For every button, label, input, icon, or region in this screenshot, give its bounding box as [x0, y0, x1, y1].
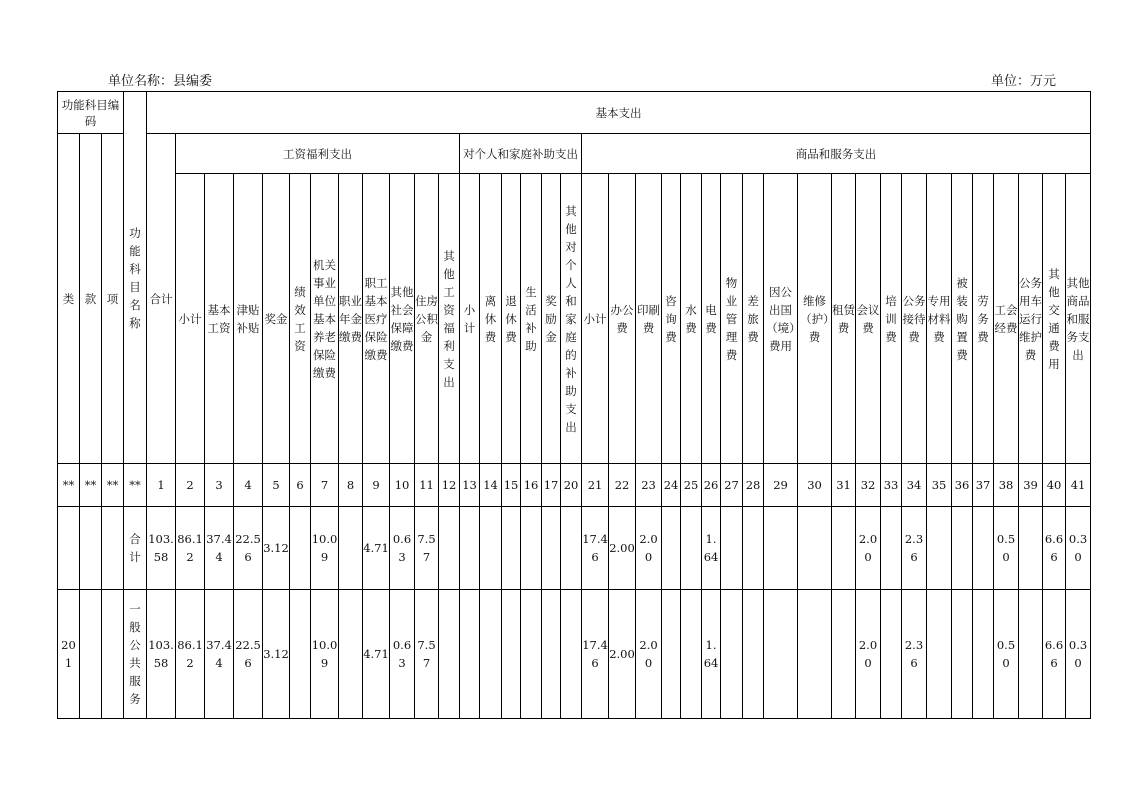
index-cell: ** — [102, 464, 124, 507]
index-cell: 3 — [205, 464, 234, 507]
index-cell: 20 — [561, 464, 582, 507]
header-goods-col: 因公出国（境）费用 — [764, 174, 798, 464]
header-goods-col: 维修（护）费 — [798, 174, 832, 464]
value-cell: 1.64 — [702, 590, 721, 719]
header-personal-col: 退休费 — [502, 174, 521, 464]
index-cell: 40 — [1043, 464, 1066, 507]
value-cell — [721, 507, 743, 590]
header-goods-col: 培训费 — [881, 174, 902, 464]
value-cell: 0.30 — [1066, 590, 1091, 719]
value-cell — [542, 507, 561, 590]
value-cell: 1.64 — [702, 507, 721, 590]
index-cell: 23 — [636, 464, 662, 507]
index-cell: 35 — [927, 464, 952, 507]
value-cell — [881, 507, 902, 590]
header-goods-col: 咨询费 — [662, 174, 681, 464]
value-cell: 17.46 — [582, 507, 609, 590]
index-cell: ** — [80, 464, 102, 507]
value-cell — [881, 590, 902, 719]
value-cell — [561, 507, 582, 590]
function-name-cell: 合计 — [124, 507, 147, 590]
value-cell: 103.58 — [147, 590, 176, 719]
function-name-cell: 一般公共服务 — [124, 590, 147, 719]
header-wage-col: 基本工资 — [205, 174, 234, 464]
header-goods-col: 其他交通费用 — [1043, 174, 1066, 464]
index-cell: 17 — [542, 464, 561, 507]
code-kuan-cell — [80, 590, 102, 719]
table-row — [58, 590, 1091, 719]
value-cell — [743, 590, 764, 719]
header-total: 合计 — [147, 134, 176, 464]
header-goods-col: 电费 — [702, 174, 721, 464]
value-cell — [681, 590, 702, 719]
value-cell: 2.36 — [902, 507, 927, 590]
value-cell: 37.44 — [205, 507, 234, 590]
index-cell: ** — [124, 464, 147, 507]
index-cell: 39 — [1019, 464, 1043, 507]
header-function-name: 功能科目名称 — [124, 92, 147, 464]
header-goods-col: 租赁费 — [832, 174, 856, 464]
index-cell: 32 — [856, 464, 881, 507]
header-personal-col: 奖励金 — [542, 174, 561, 464]
header-wage-col: 其他工资福利支出 — [439, 174, 460, 464]
header-goods-col: 工会经费 — [994, 174, 1019, 464]
value-cell — [460, 507, 480, 590]
value-cell — [798, 507, 832, 590]
index-cell: 36 — [952, 464, 973, 507]
value-cell: 0.30 — [1066, 507, 1091, 590]
header-wage-col: 机关事业单位基本养老保险缴费 — [311, 174, 339, 464]
table-row — [58, 507, 1091, 590]
value-cell — [927, 507, 952, 590]
value-cell — [290, 507, 311, 590]
index-cell: 14 — [480, 464, 502, 507]
value-cell — [681, 507, 702, 590]
value-cell: 17.46 — [582, 590, 609, 719]
value-cell — [662, 507, 681, 590]
value-cell — [832, 507, 856, 590]
value-cell — [502, 507, 521, 590]
index-cell: 11 — [415, 464, 439, 507]
header-wage-col: 其他社会保障缴费 — [390, 174, 415, 464]
index-cell: 15 — [502, 464, 521, 507]
index-cell: 5 — [263, 464, 290, 507]
value-cell — [1019, 590, 1043, 719]
index-cell: 21 — [582, 464, 609, 507]
code-kuan-cell — [80, 507, 102, 590]
value-cell — [290, 590, 311, 719]
header-goods-col: 小计 — [582, 174, 609, 464]
header-wage-col: 职业年金缴费 — [339, 174, 363, 464]
value-cell — [973, 590, 994, 719]
value-cell: 22.56 — [234, 590, 263, 719]
index-cell: 12 — [439, 464, 460, 507]
index-cell: 27 — [721, 464, 743, 507]
value-cell: 2.00 — [636, 507, 662, 590]
index-cell: 6 — [290, 464, 311, 507]
header-personal-col: 离休费 — [480, 174, 502, 464]
value-cell: 4.71 — [363, 507, 390, 590]
value-cell: 2.00 — [609, 590, 636, 719]
header-goods-col: 被装购置费 — [952, 174, 973, 464]
unit-label: 单位：万元 — [990, 74, 1056, 89]
index-cell: 16 — [521, 464, 542, 507]
header-goods-col: 差旅费 — [743, 174, 764, 464]
header-wage-col: 津贴补贴 — [234, 174, 263, 464]
index-cell: 30 — [798, 464, 832, 507]
header-personal-col: 其他对个人和家庭的补助支出 — [561, 174, 582, 464]
value-cell — [439, 507, 460, 590]
index-cell: 22 — [609, 464, 636, 507]
value-cell — [832, 590, 856, 719]
index-cell: 34 — [902, 464, 927, 507]
value-cell — [952, 507, 973, 590]
index-cell: 37 — [973, 464, 994, 507]
value-cell — [542, 590, 561, 719]
budget-table — [57, 91, 1091, 719]
header-goods-group: 商品和服务支出 — [582, 134, 1091, 174]
index-cell: ** — [58, 464, 80, 507]
index-cell: 8 — [339, 464, 363, 507]
value-cell — [764, 507, 798, 590]
index-cell: 10 — [390, 464, 415, 507]
value-cell — [521, 590, 542, 719]
value-cell: 103.58 — [147, 507, 176, 590]
value-cell — [460, 590, 480, 719]
header-goods-col: 水费 — [681, 174, 702, 464]
header-goods-col: 会议费 — [856, 174, 881, 464]
value-cell: 6.66 — [1043, 507, 1066, 590]
value-cell — [798, 590, 832, 719]
unit-name: 单位名称：县编委 — [108, 74, 213, 89]
value-cell — [743, 507, 764, 590]
value-cell: 2.36 — [902, 590, 927, 719]
index-cell: 1 — [147, 464, 176, 507]
index-cell: 31 — [832, 464, 856, 507]
index-cell: 28 — [743, 464, 764, 507]
value-cell: 2.00 — [609, 507, 636, 590]
header-personal-col: 小计 — [460, 174, 480, 464]
header-lei: 类 — [58, 134, 80, 464]
index-cell: 9 — [363, 464, 390, 507]
value-cell: 22.56 — [234, 507, 263, 590]
index-cell: 41 — [1066, 464, 1091, 507]
header-code-group: 功能科目编码 — [58, 92, 124, 134]
value-cell: 7.57 — [415, 507, 439, 590]
header-personal-col: 生活补助 — [521, 174, 542, 464]
value-cell: 37.44 — [205, 590, 234, 719]
index-cell: 25 — [681, 464, 702, 507]
header-basic-expenditure: 基本支出 — [147, 92, 1091, 134]
value-cell: 86.12 — [176, 507, 205, 590]
value-cell: 3.12 — [263, 507, 290, 590]
code-lei-cell: 201 — [58, 590, 80, 719]
header-wage-col: 住房公积金 — [415, 174, 439, 464]
value-cell — [973, 507, 994, 590]
value-cell — [927, 590, 952, 719]
index-cell: 4 — [234, 464, 263, 507]
code-xiang-cell — [102, 590, 124, 719]
header-goods-col: 公务用车运行维护费 — [1019, 174, 1043, 464]
value-cell: 2.00 — [636, 590, 662, 719]
value-cell: 3.12 — [263, 590, 290, 719]
value-cell — [339, 507, 363, 590]
value-cell: 10.09 — [311, 507, 339, 590]
index-cell: 38 — [994, 464, 1019, 507]
index-cell: 26 — [702, 464, 721, 507]
value-cell — [521, 507, 542, 590]
header-wage-col: 绩效工资 — [290, 174, 311, 464]
code-xiang-cell — [102, 507, 124, 590]
header-goods-col: 其他商品和服务支出 — [1066, 174, 1091, 464]
value-cell — [480, 507, 502, 590]
value-cell: 86.12 — [176, 590, 205, 719]
index-cell: 24 — [662, 464, 681, 507]
header-goods-col: 公务接待费 — [902, 174, 927, 464]
header-xiang: 项 — [102, 134, 124, 464]
value-cell — [339, 590, 363, 719]
value-cell — [662, 590, 681, 719]
value-cell — [502, 590, 521, 719]
value-cell: 0.63 — [390, 590, 415, 719]
header-wage-col: 小计 — [176, 174, 205, 464]
index-cell: 2 — [176, 464, 205, 507]
value-cell — [952, 590, 973, 719]
code-lei-cell — [58, 507, 80, 590]
value-cell: 2.00 — [856, 507, 881, 590]
value-cell — [721, 590, 743, 719]
header-goods-col: 印刷费 — [636, 174, 662, 464]
value-cell: 7.57 — [415, 590, 439, 719]
value-cell — [1019, 507, 1043, 590]
header-goods-col: 劳务费 — [973, 174, 994, 464]
value-cell — [439, 590, 460, 719]
header-wage-col: 奖金 — [263, 174, 290, 464]
header-goods-col: 物业管理费 — [721, 174, 743, 464]
value-cell: 0.50 — [994, 590, 1019, 719]
header-goods-col: 专用材料费 — [927, 174, 952, 464]
value-cell — [480, 590, 502, 719]
index-cell: 7 — [311, 464, 339, 507]
value-cell: 0.50 — [994, 507, 1019, 590]
header-wage-col: 职工基本医疗保险缴费 — [363, 174, 390, 464]
header-goods-col: 办公费 — [609, 174, 636, 464]
index-cell: 33 — [881, 464, 902, 507]
index-cell: 13 — [460, 464, 480, 507]
value-cell — [764, 590, 798, 719]
value-cell: 2.00 — [856, 590, 881, 719]
header-kuan: 款 — [80, 134, 102, 464]
index-cell: 29 — [764, 464, 798, 507]
header-wage-group: 工资福利支出 — [176, 134, 460, 174]
value-cell: 10.09 — [311, 590, 339, 719]
header-personal-group: 对个人和家庭补助支出 — [460, 134, 582, 174]
value-cell — [561, 590, 582, 719]
value-cell: 0.63 — [390, 507, 415, 590]
value-cell: 6.66 — [1043, 590, 1066, 719]
value-cell: 4.71 — [363, 590, 390, 719]
